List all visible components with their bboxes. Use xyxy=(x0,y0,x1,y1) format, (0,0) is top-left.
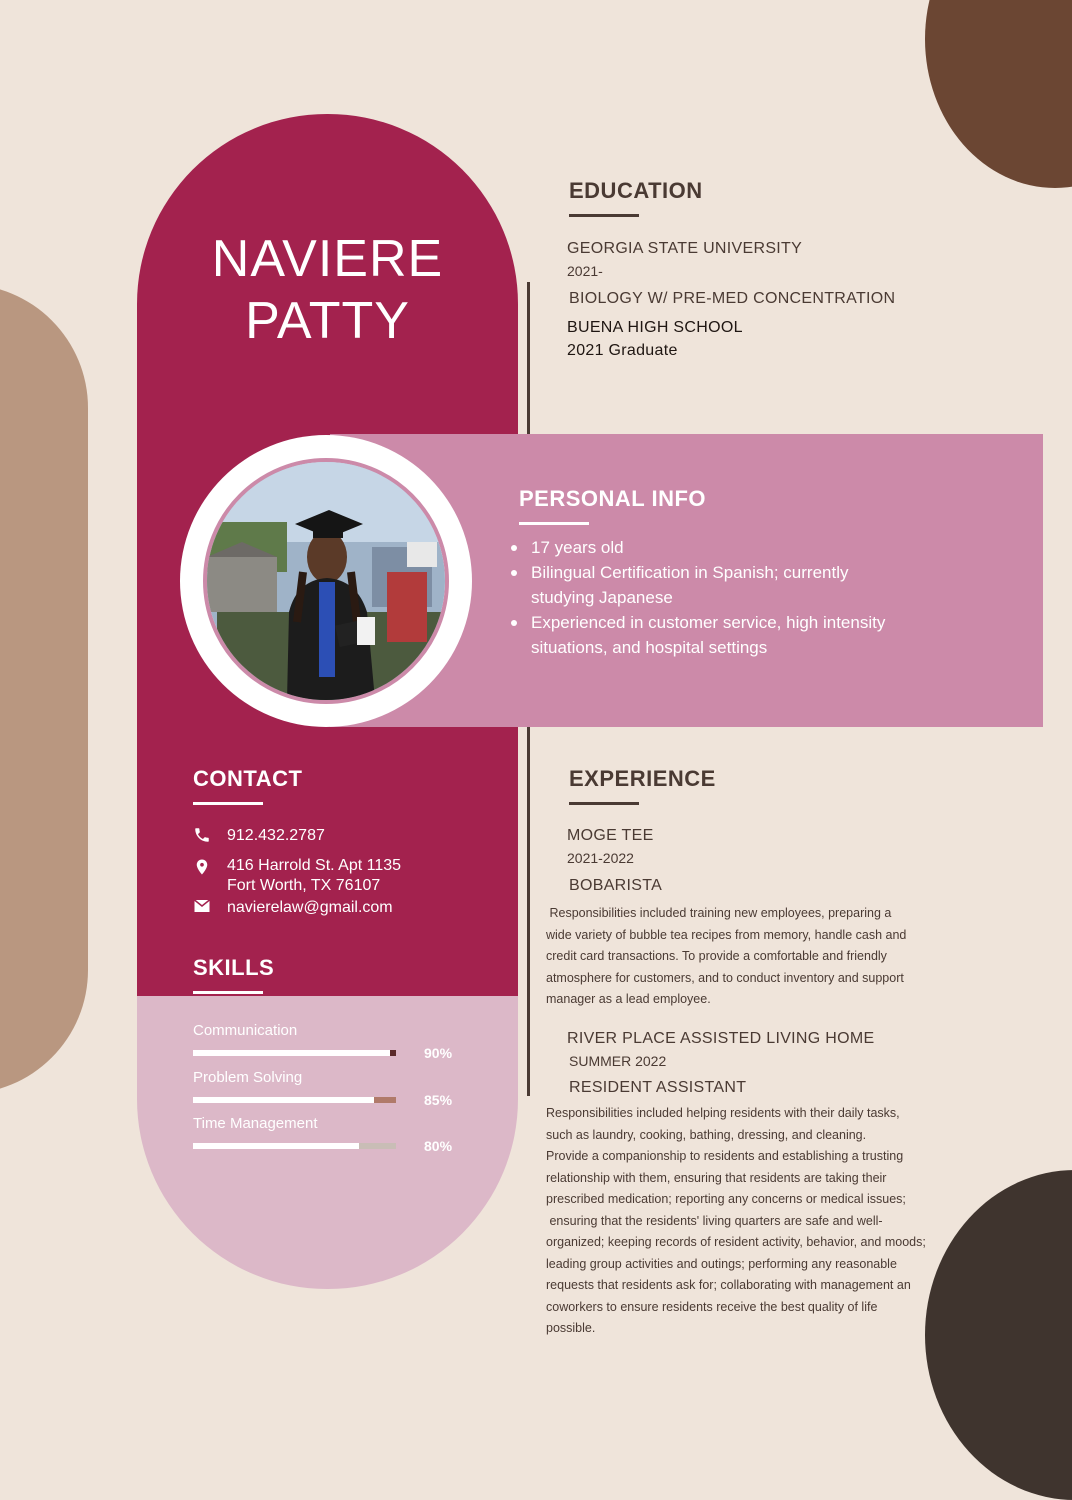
job-description-line: relationship with them, ensuring that residents are taking their xyxy=(546,1170,887,1185)
job-description-line: Responsibilities included helping residents with their daily tasks, xyxy=(546,1106,900,1120)
job-description-line: manager as a lead employee. xyxy=(546,992,711,1006)
profile-photo xyxy=(203,458,449,704)
education-date-1: 2021- xyxy=(567,263,603,279)
job-company-1: MOGE TEE xyxy=(567,827,654,844)
first-name: NAVIERE xyxy=(211,230,444,288)
job-company-2: RIVER PLACE ASSISTED LIVING HOME xyxy=(567,1030,875,1047)
skill-bar xyxy=(193,1097,396,1103)
job-role-2: RESIDENT ASSISTANT xyxy=(569,1079,747,1096)
address-line-2: Fort Worth, TX 76107 xyxy=(227,877,381,894)
job-description-line: leading group activities and outings; performing any reasonable xyxy=(546,1256,897,1271)
job-description-line: Responsibilities included training new employees, preparing a xyxy=(546,906,892,920)
personal-info-heading: PERSONAL INFO xyxy=(519,486,707,511)
decorative-circle-top-right xyxy=(925,0,1072,188)
education-heading: EDUCATION xyxy=(569,178,703,203)
email-address: navierelaw@gmail.com xyxy=(227,899,393,916)
job-date-1: 2021-2022 xyxy=(567,850,634,866)
job-description-line: organized; keeping records of resident activity, behavior, and moods; xyxy=(546,1235,926,1249)
personal-info-item: Bilingual Certification in Spanish; currently studying Japanese xyxy=(509,560,889,610)
phone-number: 912.432.2787 xyxy=(227,827,325,844)
skills-rule xyxy=(193,991,263,994)
personal-info-item: 17 years old xyxy=(509,535,889,560)
job-description-line: prescribed medication; reporting any concerns or medical issues; xyxy=(546,1192,906,1206)
personal-info-rule xyxy=(519,522,589,525)
skill-percent: 85% xyxy=(424,1091,453,1108)
job-description-line: coworkers to ensure residents receive the best quality of life xyxy=(546,1299,878,1314)
job-description-line: possible. xyxy=(546,1321,596,1335)
job-role-1: BOBARISTA xyxy=(569,877,663,894)
address-line-1: 416 Harrold St. Apt 1135 xyxy=(227,857,402,874)
job-description-line: ensuring that the residents' living quarters are safe and well- xyxy=(546,1213,883,1228)
personal-info-list xyxy=(509,535,889,660)
divider-line-top xyxy=(527,282,530,434)
job-description-line: credit card transactions. To provide a comfortable and friendly xyxy=(546,949,887,963)
skill-label: Communication xyxy=(193,1022,298,1039)
contact-phone[interactable] xyxy=(193,826,325,850)
experience-heading: EXPERIENCE xyxy=(569,766,716,791)
job-description-line: Provide a companionship to residents and establishing a trusting xyxy=(546,1149,904,1163)
mail-icon xyxy=(193,898,227,920)
personal-info-item: Experienced in customer service, high intensity situations, and hospital settings xyxy=(509,610,889,660)
contact-rule xyxy=(193,802,263,805)
job-description-2 xyxy=(546,1103,966,1340)
contact-heading: CONTACT xyxy=(193,766,303,791)
job-date-2: SUMMER 2022 xyxy=(569,1053,667,1069)
job-description-line: such as laundry, cooking, bathing, dressing, and cleaning. xyxy=(546,1127,867,1142)
skill-label: Time Management xyxy=(193,1115,318,1132)
skill-bar-fill xyxy=(193,1050,390,1056)
education-rule xyxy=(569,214,639,217)
divider-line-bottom xyxy=(527,727,530,1096)
contact-address xyxy=(193,856,401,896)
skills-heading: SKILLS xyxy=(193,955,275,980)
skill-percent: 80% xyxy=(424,1138,453,1154)
experience-rule xyxy=(569,802,639,805)
last-name: PATTY xyxy=(245,292,410,350)
education-school-2: BUENA HIGH SCHOOL xyxy=(567,319,743,336)
job-description-line: wide variety of bubble tea recipes from memory, handle cash and xyxy=(546,927,907,942)
job-description-line: atmosphere for customers, and to conduct inventory and support xyxy=(546,970,904,985)
education-date-2: 2021 Graduate xyxy=(567,342,678,359)
name-heading xyxy=(137,228,518,352)
contact-email[interactable] xyxy=(193,898,393,920)
skill-bar xyxy=(193,1050,396,1056)
job-description-line: requests that residents ask for; collaborating with management an xyxy=(546,1278,911,1292)
job-description-1 xyxy=(546,903,966,1011)
skill-bar-fill xyxy=(193,1143,359,1149)
phone-icon xyxy=(193,826,227,850)
education-school-1: GEORGIA STATE UNIVERSITY xyxy=(567,240,803,257)
location-pin-icon xyxy=(193,856,227,896)
education-field-1: BIOLOGY W/ PRE-MED CONCENTRATION xyxy=(569,290,896,307)
skill-bar-fill xyxy=(193,1097,374,1103)
graduate-photo-icon xyxy=(207,462,445,700)
skill-bar xyxy=(193,1143,396,1149)
skill-percent: 90% xyxy=(424,1045,453,1061)
skill-label: Problem Solving xyxy=(193,1068,303,1086)
decorative-pill-left xyxy=(0,284,88,1094)
